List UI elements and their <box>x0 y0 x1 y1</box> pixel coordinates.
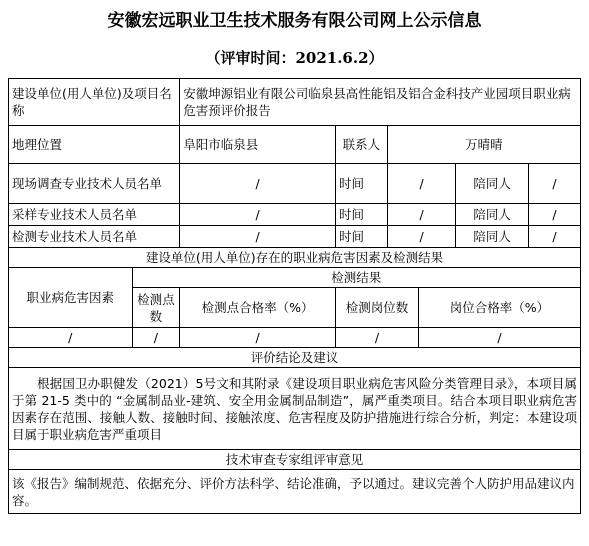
table-row <box>9 470 581 514</box>
page-title: 安徽宏远职业卫生技术服务有限公司网上公示信息 <box>107 11 482 31</box>
contact-label: 联系人 <box>335 126 387 164</box>
test-points-value: / <box>132 328 180 348</box>
time-label: 时间 <box>335 226 387 248</box>
unit-label: 建设单位(用人单位)及项目名称 <box>9 79 180 126</box>
conclusion-section-heading: 评价结论及建议 <box>9 348 581 368</box>
table-row <box>9 164 581 204</box>
test-points-heading: 检测点数 <box>132 288 180 328</box>
location-label: 地理位置 <box>9 126 180 164</box>
table-row <box>9 126 581 164</box>
expert-section-heading: 技术审查专家组评审意见 <box>9 450 581 470</box>
companion-value: / <box>528 204 580 226</box>
location-value: 阜阳市临泉县 <box>180 126 336 164</box>
testing-label: 检测专业技术人员名单 <box>9 226 180 248</box>
companion-label: 陪同人 <box>456 164 529 204</box>
hazard-factor-value: / <box>9 328 133 348</box>
test-results-heading: 检测结果 <box>132 268 580 288</box>
companion-label: 陪同人 <box>456 204 529 226</box>
time-value: / <box>387 226 455 248</box>
companion-value: / <box>528 164 580 204</box>
contact-value: 万晴晴 <box>387 126 580 164</box>
table-row <box>9 268 581 288</box>
table-row <box>9 368 581 450</box>
disclosure-table <box>8 78 581 514</box>
testing-value: / <box>180 226 336 248</box>
time-value: / <box>387 164 455 204</box>
test-point-rate-heading: 检测点合格率（%） <box>180 288 336 328</box>
position-rate-value: / <box>418 328 580 348</box>
survey-label: 现场调查专业技术人员名单 <box>9 164 180 204</box>
table-row <box>9 248 581 268</box>
time-label: 时间 <box>335 164 387 204</box>
conclusion-text: 根据国卫办职健发（2021）5号文和其附录《建设项目职业病危害风险分类管理目录》，本项目属于第 21-5 类中的 “金属制品业-建筑、安全用金属制品制造”，属严重类项目。结合本项目职业病危害因素存在范围、接触人数、接触时间、接触浓度、危害程度及防护措施进行综合分析，判定：本建设项目属于职业病危害严重项目 <box>9 368 581 450</box>
table-row <box>9 204 581 226</box>
test-positions-value: / <box>335 328 418 348</box>
time-value: / <box>387 204 455 226</box>
sampling-label: 采样专业技术人员名单 <box>9 204 180 226</box>
review-date: （评审时间：2021.6.2） <box>205 49 384 67</box>
table-row <box>9 348 581 368</box>
unit-value: 安徽坤源铝业有限公司临泉县高性能铝及铝合金科技产业园项目职业病危害预评价报告 <box>180 79 581 126</box>
companion-label: 陪同人 <box>456 226 529 248</box>
table-row <box>9 450 581 470</box>
position-rate-heading: 岗位合格率（%） <box>418 288 580 328</box>
survey-value: / <box>180 164 336 204</box>
table-row <box>9 226 581 248</box>
hazard-factor-heading: 职业病危害因素 <box>9 268 133 328</box>
test-point-rate-value: / <box>180 328 336 348</box>
table-row <box>9 328 581 348</box>
companion-value: / <box>528 226 580 248</box>
time-label: 时间 <box>335 204 387 226</box>
hazard-section-heading: 建设单位(用人单位)存在的职业病危害因素及检测结果 <box>9 248 581 268</box>
sampling-value: / <box>180 204 336 226</box>
expert-text: 该《报告》编制规范、依据充分、评价方法科学、结论准确，予以通过。建议完善个人防护用品建议内容。 <box>9 470 581 514</box>
table-row <box>9 79 581 126</box>
test-positions-heading: 检测岗位数 <box>335 288 418 328</box>
